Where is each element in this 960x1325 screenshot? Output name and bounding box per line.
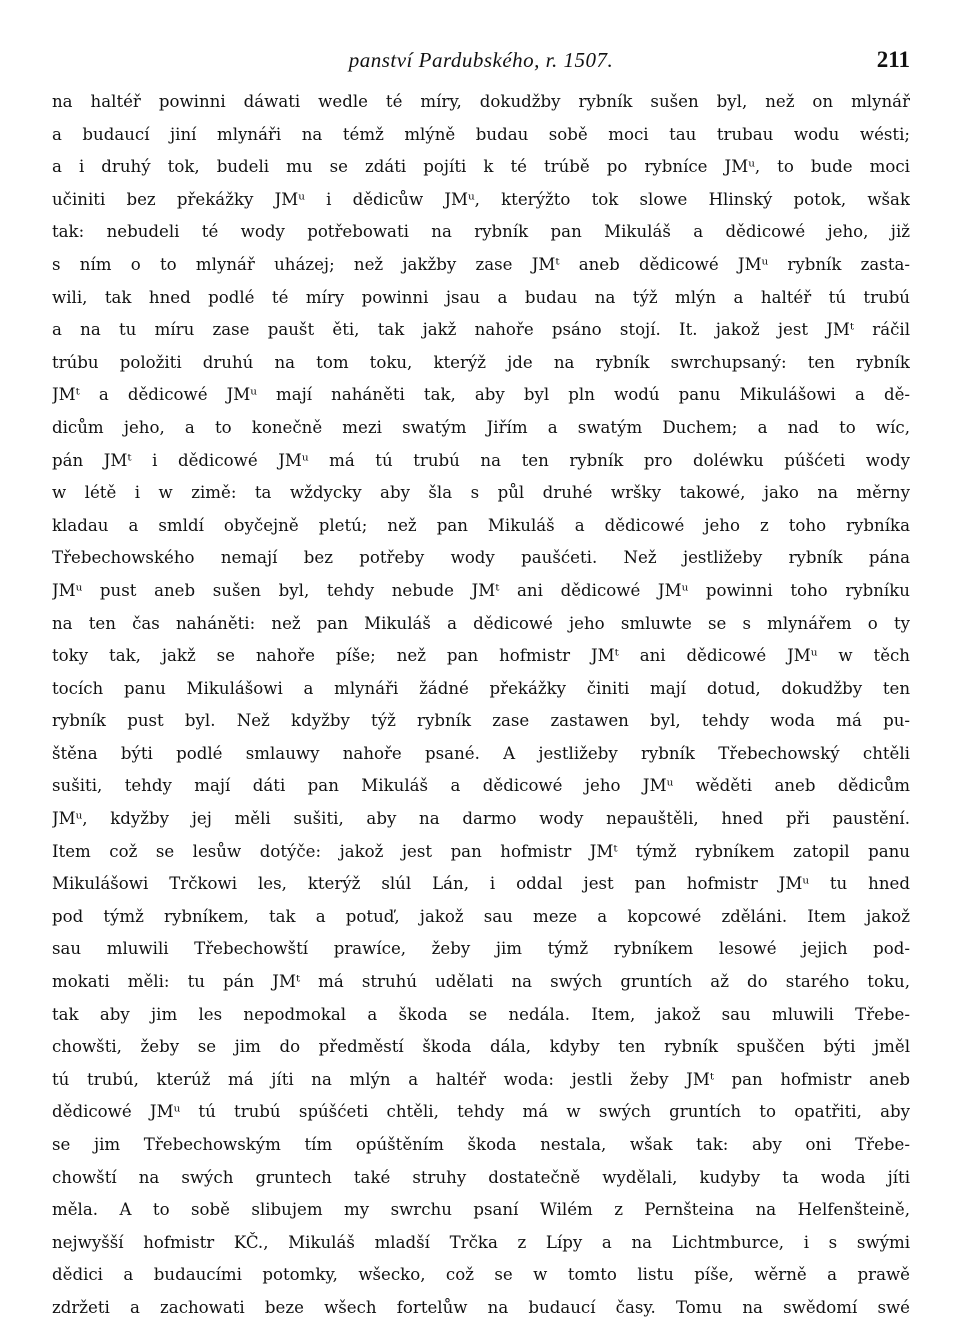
text-line: a budaucí jiní mlynáři na témž mlýně budau sobě moci tau trubau wodu wésti;	[52, 124, 910, 144]
text-line: měla. A to sobě slibujem my swrchu psaní Wilém z Pernšteina na Helfenšteině,	[52, 1200, 910, 1220]
text-line: tak: nebudeli té wody potřebowati na rybník pan Mikuláš a dědicowé jeho, již	[52, 222, 910, 242]
text-line: se jim Třebechowským tím opúštěním škoda nestala, wšak tak: aby oni Třebe-	[52, 1135, 910, 1154]
text-line: wili, tak hned podlé té míry powinni jsau a budau na týž mlýn a haltéř tú trubú	[52, 287, 910, 307]
text-line: s ním o to mlynář uházej; než jakžby zase JMᵗ aneb dědicowé JMᵘ rybník zasta-	[52, 254, 910, 274]
text-line: zdržeti a zachowati beze wšech fortelůw na budaucí časy. Tomu na swědomí swé	[52, 1297, 910, 1317]
page-header	[52, 40, 910, 80]
text-line: mokati měli: tu pán JMᵗ má struhú udělati na swých gruntích až do starého toku,	[52, 972, 910, 992]
text-line: Třebechowského nemají bez potřeby wody paušćeti. Než jestližeby rybník pána	[52, 548, 910, 568]
text-line: kladau a smldí obyčejně pletú; než pan Mikuláš a dědicowé jeho z toho rybníka	[52, 515, 910, 535]
text-line: pán JMᵗ i dědicowé JMᵘ má tú trubú na ten rybník pro doléwku púšćeti wody	[52, 450, 910, 470]
text-line: nejwyšší hofmistr KČ., Mikuláš mladší Trčka z Lípy a na Lichtmburce, i s swými	[52, 1232, 910, 1252]
text-line: rybník pust byl. Než kdyžby týž rybník zase zastawen byl, tehdy woda má pu-	[52, 711, 910, 731]
text-line: JMᵘ pust aneb sušen byl, tehdy nebude JMᵗ ani dědicowé JMᵘ powinni toho rybníku	[52, 580, 910, 600]
text-line: chowšti, žeby se jim do předměstí škoda dála, kdyby ten rybník spuščen býti jměl	[52, 1037, 910, 1057]
text-line: trúbu položiti druhú na tom toku, kterýž jde na rybník swrchupsaný: ten rybník	[52, 352, 910, 372]
running-head: panství Pardubského, r. 1507.	[348, 48, 614, 72]
text-line: dicům jeho, a to konečně mezi swatým Jiřím a swatým Duchem; a nad to wíc,	[52, 417, 910, 437]
body-text	[52, 86, 910, 1325]
page-number: 211	[876, 47, 910, 72]
text-line: na haltéř powinni dáwati wedle té míry, dokudžby rybník sušen byl, než on mlynář	[52, 92, 910, 111]
text-line: sušiti, tehdy mají dáti pan Mikuláš a dědicowé jeho JMᵘ wěděti aneb dědicům	[52, 776, 910, 796]
text-line: a i druhý tok, budeli mu se zdáti pojíti k té trúbě po rybníce JMᵘ, to bude moci	[52, 157, 910, 177]
text-line: dědicowé JMᵘ tú trubú spúšćeti chtěli, tehdy má w swých gruntích to opatřiti, aby	[52, 1102, 910, 1122]
text-line: sau mluwili Třebechowští prawíce, žeby jim týmž rybníkem lesowé jejich pod-	[52, 939, 910, 959]
text-line: pod týmž rybníkem, tak a potuď, jakož sau meze a kopcowé zděláni. Item jakož	[52, 906, 910, 926]
text-line: JMᵘ, kdyžby jej měli sušiti, aby na darmo wody nepauštěli, hned při paustění.	[52, 809, 910, 829]
text-line: na ten čas naháněti: než pan Mikuláš a dědicowé jeho smluwte se s mlynářem o ty	[52, 613, 910, 633]
text-line: chowští na swých gruntech také struhy dostatečně wydělali, kudyby ta woda jíti	[52, 1167, 910, 1187]
text-line: a na tu míru zase paušt ěti, tak jakž nahoře psáno stojí. It. jakož jest JMᵗ ráčil	[52, 320, 910, 340]
text-line: JMᵗ a dědicowé JMᵘ mají naháněti tak, aby byl pln wodú panu Mikulášowi a dě-	[52, 385, 910, 405]
text-line: dědici a budaucími potomky, wšecko, což se w tomto listu píše, wěrně a prawě	[52, 1265, 910, 1285]
text-line: štěna býti podlé smlauwy nahoře psané. A jestližeby rybník Třebechowský chtěli	[52, 743, 910, 763]
text-line: tak aby jim les nepodmokal a škoda se nedála. Item, jakož sau mluwili Třebe-	[52, 1004, 910, 1024]
text-line: Mikulášowi Trčkowi les, kterýž slúl Lán, i oddal jest pan hofmistr JMᵘ tu hned	[52, 874, 910, 894]
text-line: tú trubú, kterúž má jíti na mlýn a haltéř woda: jestli žeby JMᵗ pan hofmistr aneb	[52, 1069, 910, 1089]
text-line: učiniti bez překážky JMᵘ i dědicůw JMᵘ, kterýžto tok slowe Hlinský potok, wšak	[52, 189, 910, 209]
text-line: toky tak, jakž se nahoře píše; než pan hofmistr JMᵗ ani dědicowé JMᵘ w těch	[52, 646, 910, 666]
text-line: w létě i w zimě: ta wždycky aby šla s půl druhé wršky takowé, jako na měrny	[52, 483, 910, 503]
text-line: tocích panu Mikulášowi a mlynáři žádné překážky činiti mají dotud, dokudžby ten	[52, 678, 910, 698]
text-line: Item což se lesůw dotýče: jakož jest pan hofmistr JMᵗ týmž rybníkem zatopil panu	[52, 841, 910, 861]
